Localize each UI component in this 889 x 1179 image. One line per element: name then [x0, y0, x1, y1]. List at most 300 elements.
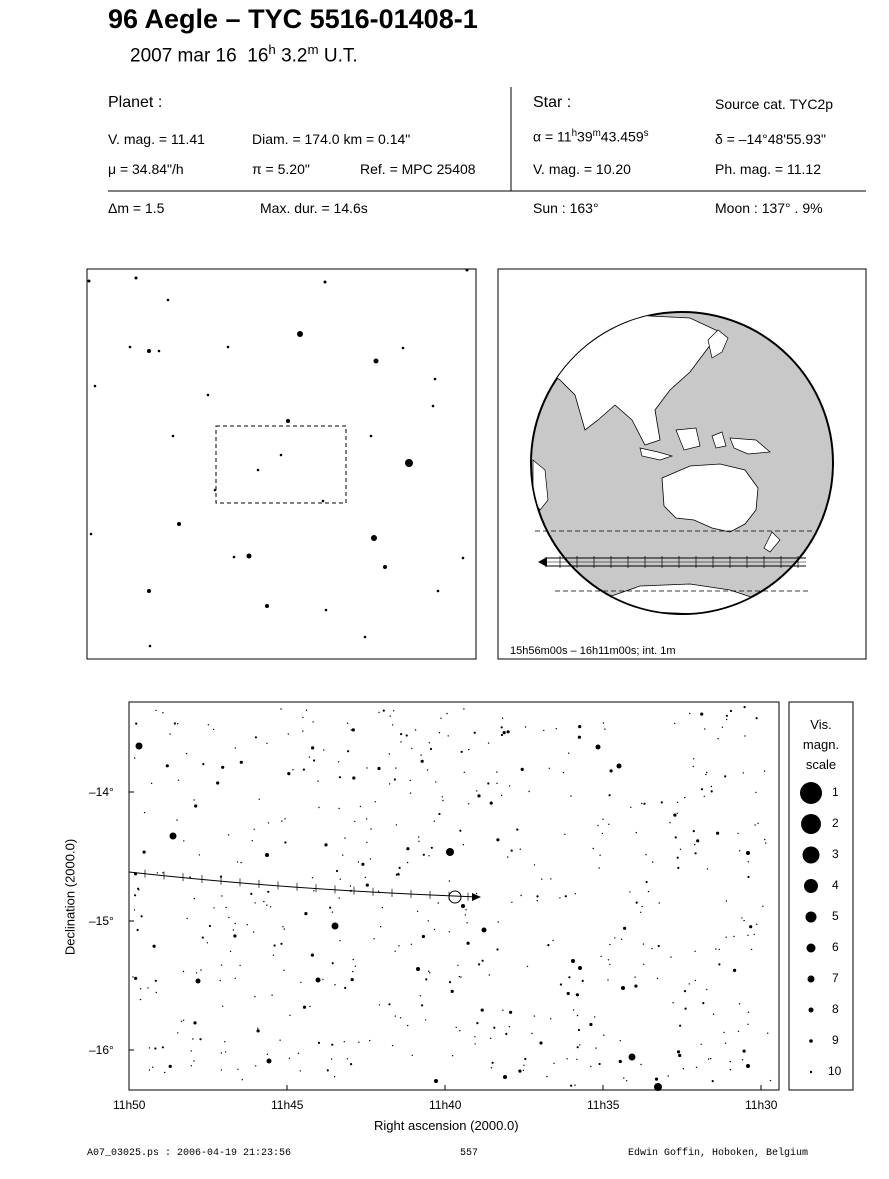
field-star: [141, 915, 143, 917]
field-star: [430, 748, 432, 750]
field-star: [292, 769, 293, 770]
field-star: [668, 1075, 669, 1076]
field-star: [373, 938, 374, 939]
asteroid-path: [129, 872, 478, 897]
field-star: [694, 951, 695, 952]
x-tick-4: 11h35: [587, 1098, 620, 1112]
field-star: [418, 836, 419, 837]
field-star: [396, 824, 397, 825]
field-star: [564, 834, 565, 835]
field-star: [253, 931, 254, 932]
field-star: [429, 972, 430, 973]
field-star: [707, 868, 708, 869]
y-tick-2: –15°: [89, 914, 114, 928]
field-star: [534, 864, 535, 865]
field-star: [573, 1009, 574, 1010]
field-star: [719, 949, 720, 950]
time-suffix: U.T.: [318, 45, 358, 67]
field-star: [487, 782, 489, 784]
field-star: [629, 891, 630, 892]
finder-star: [167, 299, 170, 302]
field-star: [749, 925, 752, 928]
field-star: [339, 940, 340, 941]
field-star: [449, 931, 450, 932]
field-star: [339, 776, 341, 778]
field-star: [608, 959, 609, 960]
field-star: [266, 904, 267, 905]
field-star: [334, 984, 335, 985]
field-star: [518, 1070, 521, 1073]
field-star: [259, 799, 260, 800]
bright-star: [746, 851, 750, 855]
field-star: [695, 980, 696, 981]
field-star: [516, 829, 518, 831]
bright-star: [629, 1054, 636, 1061]
field-star: [678, 1054, 681, 1057]
field-star: [655, 1078, 658, 1081]
scale-dot-5: [806, 912, 817, 923]
field-star: [200, 969, 201, 970]
bright-star: [170, 833, 177, 840]
field-star: [577, 1046, 579, 1048]
field-star: [747, 935, 748, 936]
finder-star: [432, 405, 435, 408]
scale-label-5: 5: [832, 909, 839, 923]
field-star: [476, 1022, 478, 1024]
bright-star: [267, 1059, 272, 1064]
field-star: [460, 976, 461, 977]
scale-label-6: 6: [832, 940, 839, 954]
field-star: [521, 768, 524, 771]
field-star: [428, 920, 429, 921]
field-star: [254, 902, 255, 903]
field-star: [770, 1080, 771, 1081]
bright-star: [578, 966, 582, 970]
field-star: [169, 1065, 172, 1068]
field-star: [422, 935, 425, 938]
field-star: [352, 728, 355, 731]
field-star: [523, 1065, 524, 1066]
bright-star: [461, 904, 465, 908]
field-star: [435, 781, 436, 782]
field-star: [744, 735, 745, 736]
field-star: [744, 706, 746, 708]
field-star: [474, 1036, 475, 1037]
field-star: [327, 1069, 329, 1071]
field-star: [619, 1060, 622, 1063]
field-star: [284, 818, 285, 819]
field-star: [565, 895, 567, 897]
field-star: [313, 890, 314, 891]
field-star: [415, 729, 416, 730]
field-star: [353, 959, 354, 960]
axis-ticks: [129, 792, 761, 1090]
bright-star: [446, 848, 454, 856]
field-star: [178, 780, 179, 781]
field-star: [194, 804, 197, 807]
field-star: [392, 724, 393, 725]
finder-star: [383, 565, 387, 569]
field-star: [767, 1033, 768, 1034]
field-star: [398, 873, 399, 874]
field-star: [463, 844, 464, 845]
field-star: [149, 1069, 150, 1070]
hour-unit: h: [268, 42, 276, 57]
scale-label-4: 4: [832, 878, 839, 892]
field-star: [225, 907, 226, 908]
planet-vmag: V. mag. = 11.41: [108, 131, 205, 147]
finder-star: [177, 522, 181, 526]
field-star: [689, 713, 690, 714]
field-star: [658, 945, 660, 947]
field-star: [701, 788, 703, 790]
globe-panel: [498, 269, 866, 659]
field-star: [347, 723, 348, 724]
field-star: [482, 960, 484, 962]
field-star: [574, 1084, 575, 1085]
field-star: [162, 872, 163, 873]
scale-dot-4: [804, 879, 818, 893]
field-star: [442, 800, 443, 801]
field-star: [411, 748, 412, 749]
field-star: [568, 753, 569, 754]
field-star: [461, 751, 463, 753]
field-star: [477, 794, 480, 797]
field-star: [379, 1004, 380, 1005]
scale-title-3: scale: [805, 757, 837, 772]
field-star: [254, 829, 255, 830]
field-star: [755, 792, 756, 793]
field-star: [237, 861, 238, 862]
field-star: [434, 821, 435, 822]
field-star: [550, 1018, 551, 1019]
field-star: [738, 1031, 739, 1032]
scale-label-10: 10: [828, 1064, 842, 1078]
field-star: [221, 964, 222, 965]
field-star: [722, 727, 723, 728]
field-star: [193, 1060, 194, 1061]
field-star: [395, 1015, 396, 1016]
field-star: [502, 1010, 503, 1011]
scale-label-3: 3: [832, 847, 839, 861]
field-star: [237, 1069, 238, 1070]
field-star: [448, 735, 449, 736]
field-star: [491, 1067, 492, 1068]
planet-reference: Ref. = MPC 25408: [360, 161, 476, 177]
field-star: [309, 1006, 310, 1007]
field-star: [713, 1014, 714, 1015]
field-star: [677, 802, 678, 803]
field-star: [578, 1029, 580, 1031]
field-star: [550, 878, 551, 879]
field-star: [704, 728, 705, 729]
field-star: [360, 806, 361, 807]
finder-star: [322, 500, 325, 503]
field-star: [459, 830, 461, 832]
field-star: [134, 894, 136, 896]
field-star: [737, 833, 738, 834]
field-star: [411, 944, 412, 945]
field-star: [313, 759, 315, 761]
field-star: [144, 812, 145, 813]
field-star: [501, 734, 503, 736]
finder-star: [374, 359, 379, 364]
field-star: [169, 733, 170, 734]
field-star: [282, 926, 283, 927]
field-star: [468, 803, 469, 804]
finder-star: [149, 645, 152, 648]
scale-dot-1: [800, 782, 822, 804]
field-star: [221, 1069, 222, 1070]
field-star: [520, 895, 521, 896]
magnitude-drop: Δm = 1.5: [108, 200, 165, 216]
field-star: [438, 813, 440, 815]
field-star: [652, 861, 653, 862]
field-star: [449, 981, 451, 983]
field-star: [137, 888, 139, 890]
field-star: [643, 803, 645, 805]
field-star: [143, 851, 146, 854]
finder-star: [325, 609, 328, 612]
field-star: [525, 726, 526, 727]
field-star: [677, 1050, 680, 1053]
field-star: [693, 830, 695, 832]
field-star: [192, 1038, 193, 1039]
field-star: [577, 1015, 578, 1016]
field-star: [661, 801, 663, 803]
field-star: [390, 716, 391, 717]
field-star: [717, 738, 718, 739]
scale-label-1: 1: [832, 785, 839, 799]
field-star: [177, 723, 178, 724]
scale-label-8: 8: [832, 1002, 839, 1016]
field-star: [347, 1058, 348, 1059]
field-star: [355, 966, 356, 967]
field-star: [352, 971, 353, 972]
field-star: [705, 774, 706, 775]
field-star: [174, 722, 176, 724]
field-star: [459, 1030, 460, 1031]
field-star: [222, 1006, 223, 1007]
field-star: [578, 736, 581, 739]
field-star: [410, 792, 411, 793]
field-star: [378, 712, 379, 713]
x-tick-3: 11h40: [429, 1098, 462, 1112]
field-star: [456, 1027, 457, 1028]
field-star: [224, 1041, 225, 1042]
finder-star: [370, 435, 373, 438]
field-star: [701, 1044, 702, 1045]
field-star: [723, 1032, 724, 1033]
field-star: [604, 728, 605, 729]
field-star: [344, 987, 346, 989]
field-star: [457, 965, 458, 966]
field-star: [233, 929, 234, 930]
ra-s-unit: s: [643, 128, 649, 139]
field-star: [393, 710, 394, 711]
field-star: [274, 944, 276, 946]
finder-star: [434, 378, 437, 381]
field-star: [216, 781, 219, 784]
field-star: [743, 772, 744, 773]
finder-star: [247, 554, 252, 559]
y-axis-label: Declination (2000.0): [62, 838, 78, 956]
field-star: [431, 847, 433, 849]
field-star: [742, 1059, 743, 1060]
bright-star: [654, 1083, 662, 1091]
field-star: [318, 807, 319, 808]
field-star: [725, 1043, 726, 1044]
field-star: [283, 970, 284, 971]
field-star: [711, 790, 713, 792]
field-star: [451, 990, 454, 993]
field-star: [132, 976, 133, 977]
field-star: [302, 717, 303, 718]
field-star: [153, 945, 156, 948]
x-axis-label: Right ascension (2000.0): [374, 1118, 519, 1133]
field-star: [399, 867, 401, 869]
field-star: [683, 1068, 684, 1069]
field-star: [270, 906, 271, 907]
field-star: [636, 832, 637, 833]
field-star: [712, 1080, 714, 1082]
field-star: [621, 939, 622, 940]
field-star: [607, 979, 608, 980]
moon-info: Moon : 137° . 9%: [715, 200, 823, 216]
field-star: [706, 772, 707, 773]
field-star: [255, 736, 257, 738]
field-star: [438, 902, 439, 903]
field-star: [268, 822, 269, 823]
field-star: [281, 820, 282, 821]
finder-star: [437, 590, 440, 593]
field-star: [559, 897, 560, 898]
field-star: [481, 1009, 484, 1012]
asteroid-path-ticks: [145, 870, 468, 901]
field-star: [155, 710, 156, 711]
field-star: [380, 926, 381, 927]
field-star: [730, 1061, 731, 1062]
field-star: [425, 978, 427, 980]
field-star: [361, 863, 364, 866]
field-star: [199, 854, 200, 855]
field-star: [350, 1063, 352, 1065]
bright-star: [503, 1075, 507, 1079]
field-star: [221, 1052, 222, 1053]
field-star: [496, 948, 498, 950]
field-star: [239, 965, 240, 966]
field-star: [614, 937, 615, 938]
field-star: [594, 1016, 595, 1017]
field-star: [338, 808, 339, 809]
field-star: [762, 906, 763, 907]
field-star: [474, 1043, 475, 1044]
chart-stars: [132, 706, 771, 1091]
field-star: [685, 1008, 686, 1009]
field-star: [322, 979, 323, 980]
field-star: [155, 980, 157, 982]
planet-label: Planet :: [108, 94, 163, 111]
field-star: [284, 841, 286, 843]
field-star: [392, 1045, 393, 1046]
field-star: [389, 783, 390, 784]
field-star: [570, 795, 571, 796]
finder-star: [207, 394, 210, 397]
star-vmag: V. mag. = 10.20: [533, 161, 631, 177]
star-phmag: Ph. mag. = 11.12: [715, 161, 821, 177]
field-star: [764, 839, 765, 840]
page-title: 96 Aegle – TYC 5516-01408-1: [108, 4, 478, 34]
bright-star: [136, 743, 143, 750]
field-star: [434, 929, 435, 930]
scale-dot-8: [809, 1008, 814, 1013]
field-star: [570, 1085, 572, 1087]
field-star: [208, 724, 209, 725]
field-star: [465, 909, 466, 910]
finder-star: [402, 347, 405, 350]
field-star: [718, 963, 720, 965]
field-star: [329, 907, 331, 909]
field-star: [230, 951, 231, 952]
event-date: 2007 mar 16: [130, 45, 237, 67]
field-star: [474, 732, 476, 734]
field-star: [739, 850, 740, 851]
finder-star: [297, 331, 303, 337]
field-star: [524, 1058, 526, 1060]
field-star: [640, 912, 641, 913]
field-star: [507, 730, 510, 733]
field-star: [677, 857, 679, 859]
field-star: [312, 877, 313, 878]
field-star: [609, 944, 610, 945]
field-star: [177, 1032, 178, 1033]
target-star-marker: [449, 891, 461, 903]
field-star: [370, 828, 371, 829]
field-star: [566, 1058, 567, 1059]
field-star: [680, 849, 681, 850]
field-star: [266, 743, 267, 744]
bright-star: [332, 923, 339, 930]
finder-star: [172, 435, 175, 438]
field-star: [186, 753, 187, 754]
field-star: [693, 758, 694, 759]
scale-label-7: 7: [832, 971, 839, 985]
scale-title-1: Vis.: [810, 717, 832, 732]
field-star: [643, 964, 644, 965]
field-star: [502, 718, 503, 719]
field-star: [428, 971, 429, 972]
field-star: [468, 749, 469, 750]
field-star: [641, 906, 642, 907]
field-star: [235, 747, 236, 748]
finder-star: [466, 269, 469, 272]
field-star: [240, 862, 241, 863]
scale-dot-10: [810, 1071, 812, 1073]
finder-star: [364, 636, 367, 639]
field-star: [636, 902, 638, 904]
field-star: [684, 990, 686, 992]
field-star: [134, 909, 135, 910]
field-star: [501, 795, 502, 796]
field-star: [427, 769, 428, 770]
field-star: [334, 1076, 335, 1077]
field-star: [677, 867, 679, 869]
field-star: [708, 1058, 709, 1059]
field-star: [608, 824, 609, 825]
field-star: [423, 854, 425, 856]
scale-dot-6: [807, 944, 816, 953]
field-star: [465, 914, 466, 915]
